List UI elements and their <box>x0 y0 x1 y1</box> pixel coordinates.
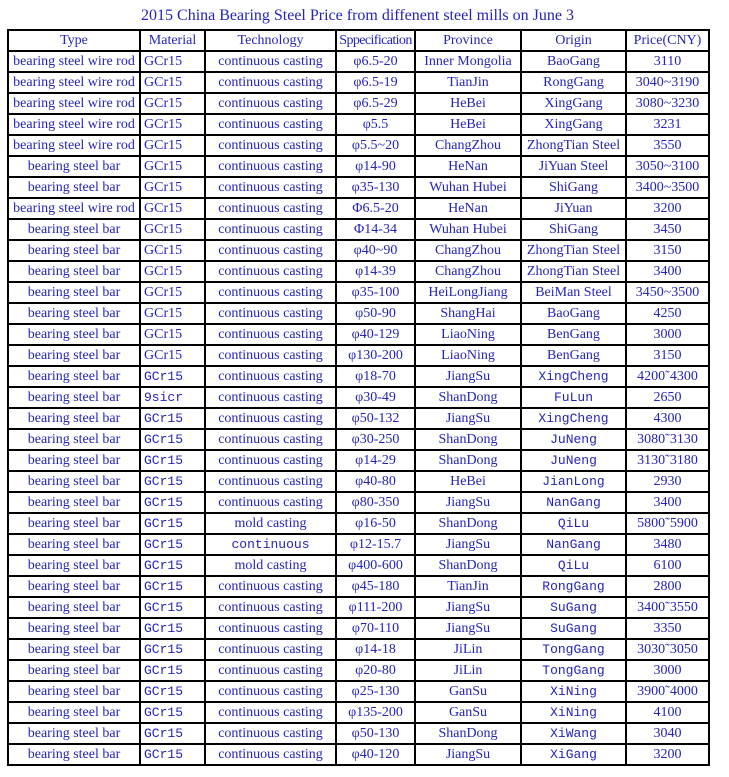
column-header-specification: Sppecification <box>336 30 415 51</box>
cell-type: bearing steel bar <box>8 639 140 660</box>
cell-origin: NanGang <box>521 492 626 513</box>
cell-type: bearing steel bar <box>8 681 140 702</box>
cell-type: bearing steel bar <box>8 240 140 261</box>
cell-price: 3550 <box>626 135 709 156</box>
cell-type: bearing steel bar <box>8 408 140 429</box>
cell-type: bearing steel bar <box>8 702 140 723</box>
cell-origin: RongGang <box>521 72 626 93</box>
cell-type: bearing steel bar <box>8 219 140 240</box>
cell-specification: φ30-49 <box>336 387 415 408</box>
cell-province: JiangSu <box>415 408 521 429</box>
cell-type: bearing steel bar <box>8 324 140 345</box>
cell-technology: continuous casting <box>205 408 336 429</box>
cell-specification: Φ14-34 <box>336 219 415 240</box>
cell-type: bearing steel wire rod <box>8 51 140 72</box>
table-row <box>8 303 709 324</box>
cell-type: bearing steel bar <box>8 156 140 177</box>
cell-specification: φ5.5~20 <box>336 135 415 156</box>
cell-price: 3110 <box>626 51 709 72</box>
cell-specification: φ130-200 <box>336 345 415 366</box>
table-row <box>8 324 709 345</box>
cell-material: GCr15 <box>140 576 205 597</box>
cell-province: Wuhan Hubei <box>415 219 521 240</box>
column-header-province: Province <box>415 30 521 51</box>
cell-origin: BenGang <box>521 345 626 366</box>
cell-specification: φ14-39 <box>336 261 415 282</box>
cell-origin: BenGang <box>521 324 626 345</box>
cell-specification: φ70-110 <box>336 618 415 639</box>
cell-material: GCr15 <box>140 513 205 534</box>
cell-province: ShangHai <box>415 303 521 324</box>
table-row <box>8 387 709 408</box>
table-row <box>8 156 709 177</box>
cell-specification: φ50-130 <box>336 723 415 744</box>
column-header-material: Material <box>140 30 205 51</box>
cell-specification: φ40-120 <box>336 744 415 765</box>
cell-material: GCr15 <box>140 303 205 324</box>
cell-technology: continuous casting <box>205 681 336 702</box>
cell-technology: continuous casting <box>205 387 336 408</box>
cell-technology: continuous casting <box>205 345 336 366</box>
cell-material: GCr15 <box>140 408 205 429</box>
cell-specification: φ400-600 <box>336 555 415 576</box>
cell-province: HeNan <box>415 156 521 177</box>
cell-price: 3400˜3550 <box>626 597 709 618</box>
cell-price: 3000 <box>626 324 709 345</box>
cell-origin: RongGang <box>521 576 626 597</box>
cell-origin: ZhongTian Steel <box>521 261 626 282</box>
cell-specification: φ80-350 <box>336 492 415 513</box>
cell-origin: XingCheng <box>521 366 626 387</box>
table-row <box>8 345 709 366</box>
table-row <box>8 660 709 681</box>
cell-technology: continuous casting <box>205 744 336 765</box>
table-row <box>8 471 709 492</box>
cell-material: GCr15 <box>140 366 205 387</box>
cell-specification: φ45-180 <box>336 576 415 597</box>
cell-specification: φ111-200 <box>336 597 415 618</box>
cell-material: GCr15 <box>140 93 205 114</box>
cell-province: HeBei <box>415 471 521 492</box>
page-title: 2015 China Bearing Steel Price from diffenent steel mills on June 3 <box>141 7 574 24</box>
cell-technology: continuous casting <box>205 282 336 303</box>
cell-price: 3900˜4000 <box>626 681 709 702</box>
column-header-origin: Origin <box>521 30 626 51</box>
cell-price: 5800˜5900 <box>626 513 709 534</box>
table-body <box>8 51 709 765</box>
cell-specification: φ6.5-19 <box>336 72 415 93</box>
cell-type: bearing steel bar <box>8 261 140 282</box>
cell-technology: continuous casting <box>205 450 336 471</box>
table-row <box>8 135 709 156</box>
cell-technology: continuous casting <box>205 471 336 492</box>
cell-type: bearing steel bar <box>8 492 140 513</box>
cell-province: JiangSu <box>415 618 521 639</box>
cell-material: GCr15 <box>140 198 205 219</box>
table-row <box>8 597 709 618</box>
cell-origin: BeiMan Steel <box>521 282 626 303</box>
cell-material: GCr15 <box>140 534 205 555</box>
cell-price: 3450~3500 <box>626 282 709 303</box>
cell-origin: QiLu <box>521 513 626 534</box>
cell-origin: TongGang <box>521 660 626 681</box>
cell-material: GCr15 <box>140 597 205 618</box>
cell-technology: continuous casting <box>205 576 336 597</box>
table-row <box>8 555 709 576</box>
table-row <box>8 51 709 72</box>
cell-price: 3231 <box>626 114 709 135</box>
cell-material: GCr15 <box>140 324 205 345</box>
cell-technology: continuous casting <box>205 219 336 240</box>
cell-price: 3080˜3130 <box>626 429 709 450</box>
cell-technology: continuous casting <box>205 324 336 345</box>
cell-price: 3150 <box>626 345 709 366</box>
cell-price: 3130˜3180 <box>626 450 709 471</box>
cell-material: GCr15 <box>140 135 205 156</box>
cell-technology: continuous casting <box>205 597 336 618</box>
column-header-price: Price(CNY) <box>626 30 709 51</box>
cell-price: 3200 <box>626 744 709 765</box>
cell-specification: φ6.5-29 <box>336 93 415 114</box>
cell-type: bearing steel bar <box>8 723 140 744</box>
cell-material: GCr15 <box>140 282 205 303</box>
cell-type: bearing steel bar <box>8 387 140 408</box>
cell-province: JiangSu <box>415 597 521 618</box>
table-row <box>8 198 709 219</box>
table-row <box>8 93 709 114</box>
cell-technology: continuous casting <box>205 135 336 156</box>
cell-type: bearing steel bar <box>8 303 140 324</box>
cell-technology: continuous casting <box>205 93 336 114</box>
cell-material: GCr15 <box>140 744 205 765</box>
cell-material: GCr15 <box>140 219 205 240</box>
cell-province: ChangZhou <box>415 240 521 261</box>
cell-type: bearing steel wire rod <box>8 93 140 114</box>
cell-province: JiangSu <box>415 366 521 387</box>
cell-origin: JuNeng <box>521 450 626 471</box>
cell-specification: φ12-15.7 <box>336 534 415 555</box>
cell-specification: φ20-80 <box>336 660 415 681</box>
cell-material: GCr15 <box>140 450 205 471</box>
cell-specification: φ14-90 <box>336 156 415 177</box>
cell-price: 3350 <box>626 618 709 639</box>
cell-province: LiaoNing <box>415 345 521 366</box>
cell-type: bearing steel bar <box>8 366 140 387</box>
cell-origin: ShiGang <box>521 177 626 198</box>
cell-origin: XingGang <box>521 114 626 135</box>
cell-specification: φ25-130 <box>336 681 415 702</box>
cell-specification: φ135-200 <box>336 702 415 723</box>
cell-province: JiangSu <box>415 492 521 513</box>
cell-type: bearing steel bar <box>8 534 140 555</box>
cell-type: bearing steel bar <box>8 618 140 639</box>
cell-material: GCr15 <box>140 555 205 576</box>
cell-material: GCr15 <box>140 156 205 177</box>
cell-price: 6100 <box>626 555 709 576</box>
cell-price: 2800 <box>626 576 709 597</box>
cell-specification: φ35-130 <box>336 177 415 198</box>
cell-type: bearing steel wire rod <box>8 198 140 219</box>
cell-province: ShanDong <box>415 513 521 534</box>
cell-specification: φ40~90 <box>336 240 415 261</box>
cell-material: GCr15 <box>140 261 205 282</box>
cell-origin: ShiGang <box>521 219 626 240</box>
cell-price: 3030˜3050 <box>626 639 709 660</box>
cell-origin: SuGang <box>521 618 626 639</box>
table-row <box>8 513 709 534</box>
cell-technology: continuous casting <box>205 240 336 261</box>
cell-province: Wuhan Hubei <box>415 177 521 198</box>
cell-province: HeBei <box>415 93 521 114</box>
cell-province: ShanDong <box>415 555 521 576</box>
table-row <box>8 177 709 198</box>
table-row <box>8 702 709 723</box>
cell-price: 3000 <box>626 660 709 681</box>
cell-province: ChangZhou <box>415 135 521 156</box>
table-row <box>8 492 709 513</box>
cell-type: bearing steel bar <box>8 744 140 765</box>
cell-province: JiLin <box>415 639 521 660</box>
cell-price: 4300 <box>626 408 709 429</box>
column-header-technology: Technology <box>205 30 336 51</box>
cell-price: 4100 <box>626 702 709 723</box>
cell-origin: XingGang <box>521 93 626 114</box>
cell-technology: continuous casting <box>205 177 336 198</box>
cell-material: GCr15 <box>140 660 205 681</box>
cell-specification: φ40-80 <box>336 471 415 492</box>
cell-origin: XiNing <box>521 702 626 723</box>
cell-province: LiaoNing <box>415 324 521 345</box>
cell-origin: SuGang <box>521 597 626 618</box>
cell-origin: JianLong <box>521 471 626 492</box>
cell-origin: ZhongTian Steel <box>521 240 626 261</box>
cell-origin: BaoGang <box>521 303 626 324</box>
table-row <box>8 534 709 555</box>
cell-type: bearing steel bar <box>8 282 140 303</box>
cell-technology: continuous casting <box>205 429 336 450</box>
cell-technology: continuous casting <box>205 51 336 72</box>
cell-material: GCr15 <box>140 639 205 660</box>
cell-technology: continuous casting <box>205 723 336 744</box>
table-row <box>8 408 709 429</box>
cell-province: Inner Mongolia <box>415 51 521 72</box>
cell-specification: φ6.5-20 <box>336 51 415 72</box>
cell-price: 2930 <box>626 471 709 492</box>
cell-province: TianJin <box>415 72 521 93</box>
cell-price: 3200 <box>626 198 709 219</box>
cell-origin: XiGang <box>521 744 626 765</box>
cell-origin: FuLun <box>521 387 626 408</box>
cell-technology: continuous casting <box>205 114 336 135</box>
cell-province: JiangSu <box>415 534 521 555</box>
cell-material: GCr15 <box>140 471 205 492</box>
cell-specification: φ16-50 <box>336 513 415 534</box>
cell-origin: XingCheng <box>521 408 626 429</box>
cell-specification: φ50-132 <box>336 408 415 429</box>
cell-technology: mold casting <box>205 555 336 576</box>
cell-type: bearing steel bar <box>8 555 140 576</box>
cell-technology: continuous casting <box>205 72 336 93</box>
cell-origin: JiYuan <box>521 198 626 219</box>
table-row <box>8 618 709 639</box>
cell-type: bearing steel wire rod <box>8 114 140 135</box>
cell-material: GCr15 <box>140 723 205 744</box>
cell-price: 3040 <box>626 723 709 744</box>
cell-material: 9sicr <box>140 387 205 408</box>
cell-origin: JiYuan Steel <box>521 156 626 177</box>
cell-origin: NanGang <box>521 534 626 555</box>
cell-technology: continuous casting <box>205 261 336 282</box>
cell-province: HeiLongJiang <box>415 282 521 303</box>
cell-technology: mold casting <box>205 513 336 534</box>
cell-technology: continuous casting <box>205 639 336 660</box>
cell-province: ShanDong <box>415 387 521 408</box>
cell-type: bearing steel bar <box>8 471 140 492</box>
cell-material: GCr15 <box>140 429 205 450</box>
cell-price: 3050~3100 <box>626 156 709 177</box>
cell-specification: φ18-70 <box>336 366 415 387</box>
cell-specification: φ50-90 <box>336 303 415 324</box>
cell-price: 3480 <box>626 534 709 555</box>
table-row <box>8 261 709 282</box>
cell-type: bearing steel bar <box>8 597 140 618</box>
cell-specification: φ40-129 <box>336 324 415 345</box>
cell-specification: φ14-29 <box>336 450 415 471</box>
cell-material: GCr15 <box>140 618 205 639</box>
cell-price: 3400 <box>626 261 709 282</box>
cell-province: JiLin <box>415 660 521 681</box>
cell-type: bearing steel bar <box>8 177 140 198</box>
cell-technology: continuous <box>205 534 336 555</box>
cell-technology: continuous casting <box>205 198 336 219</box>
cell-province: ShanDong <box>415 723 521 744</box>
table-row <box>8 366 709 387</box>
cell-type: bearing steel bar <box>8 429 140 450</box>
table-row <box>8 450 709 471</box>
cell-type: bearing steel bar <box>8 576 140 597</box>
cell-specification: φ14-18 <box>336 639 415 660</box>
cell-price: 3040~3190 <box>626 72 709 93</box>
table-row <box>8 429 709 450</box>
table-row <box>8 576 709 597</box>
cell-price: 3150 <box>626 240 709 261</box>
cell-price: 3400 <box>626 492 709 513</box>
header-row <box>8 30 709 51</box>
cell-origin: XiWang <box>521 723 626 744</box>
cell-province: ChangZhou <box>415 261 521 282</box>
cell-material: GCr15 <box>140 72 205 93</box>
cell-material: GCr15 <box>140 177 205 198</box>
cell-technology: continuous casting <box>205 156 336 177</box>
cell-province: TianJin <box>415 576 521 597</box>
cell-type: bearing steel bar <box>8 450 140 471</box>
cell-technology: continuous casting <box>205 303 336 324</box>
table-row <box>8 282 709 303</box>
table-row <box>8 240 709 261</box>
cell-origin: BaoGang <box>521 51 626 72</box>
price-table <box>7 29 710 766</box>
cell-price: 3080~3230 <box>626 93 709 114</box>
cell-material: GCr15 <box>140 114 205 135</box>
cell-origin: XiNing <box>521 681 626 702</box>
cell-material: GCr15 <box>140 51 205 72</box>
cell-province: ShanDong <box>415 450 521 471</box>
column-header-type: Type <box>8 30 140 51</box>
cell-material: GCr15 <box>140 345 205 366</box>
cell-type: bearing steel bar <box>8 513 140 534</box>
table-row <box>8 744 709 765</box>
cell-specification: φ35-100 <box>336 282 415 303</box>
table-row <box>8 639 709 660</box>
cell-price: 2650 <box>626 387 709 408</box>
cell-type: bearing steel bar <box>8 660 140 681</box>
cell-province: GanSu <box>415 681 521 702</box>
cell-province: GanSu <box>415 702 521 723</box>
cell-technology: continuous casting <box>205 492 336 513</box>
cell-price: 3450 <box>626 219 709 240</box>
cell-type: bearing steel wire rod <box>8 135 140 156</box>
cell-technology: continuous casting <box>205 366 336 387</box>
cell-origin: ZhongTian Steel <box>521 135 626 156</box>
cell-price: 4250 <box>626 303 709 324</box>
cell-technology: continuous casting <box>205 660 336 681</box>
table-row <box>8 681 709 702</box>
cell-specification: φ30-250 <box>336 429 415 450</box>
cell-province: ShanDong <box>415 429 521 450</box>
cell-material: GCr15 <box>140 702 205 723</box>
cell-specification: Φ6.5-20 <box>336 198 415 219</box>
table-row <box>8 723 709 744</box>
table-row <box>8 72 709 93</box>
cell-technology: continuous casting <box>205 702 336 723</box>
cell-province: JiangSu <box>415 744 521 765</box>
cell-origin: JuNeng <box>521 429 626 450</box>
cell-technology: continuous casting <box>205 618 336 639</box>
cell-province: HeNan <box>415 198 521 219</box>
cell-origin: QiLu <box>521 555 626 576</box>
cell-material: GCr15 <box>140 492 205 513</box>
cell-type: bearing steel bar <box>8 345 140 366</box>
cell-province: HeBei <box>415 114 521 135</box>
cell-material: GCr15 <box>140 240 205 261</box>
cell-material: GCr15 <box>140 681 205 702</box>
cell-origin: TongGang <box>521 639 626 660</box>
table-row <box>8 219 709 240</box>
table-row <box>8 114 709 135</box>
cell-specification: φ5.5 <box>336 114 415 135</box>
cell-price: 3400~3500 <box>626 177 709 198</box>
cell-type: bearing steel wire rod <box>8 72 140 93</box>
cell-price: 4200˜4300 <box>626 366 709 387</box>
